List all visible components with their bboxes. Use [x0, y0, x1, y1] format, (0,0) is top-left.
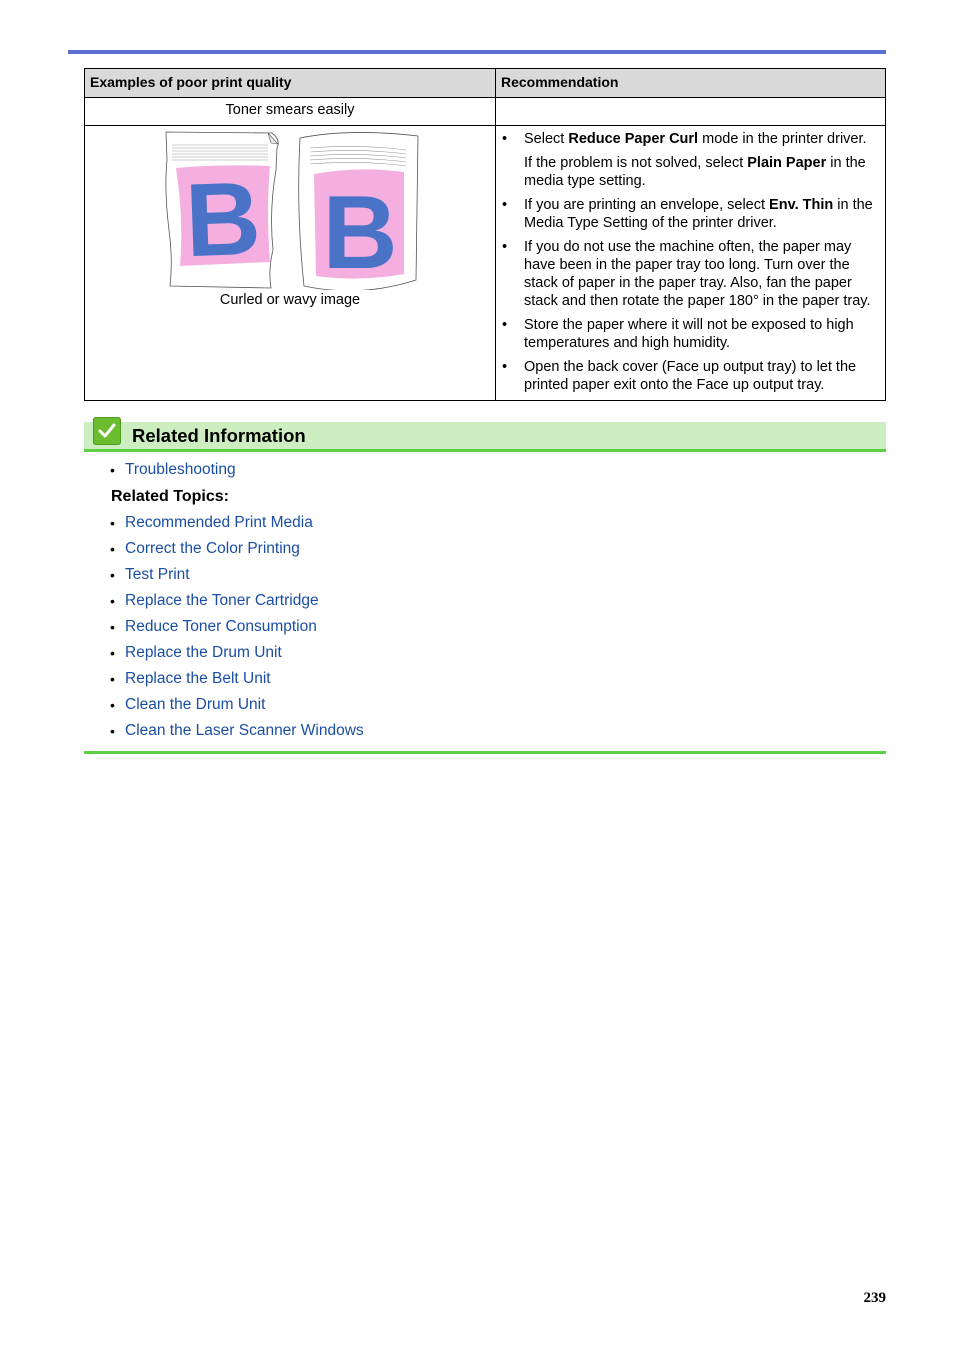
rec-text: If you are printing an envelope, select [524, 197, 770, 213]
rec-bold: Plain Paper [747, 155, 827, 171]
rec-text: Select [524, 131, 569, 147]
list-item [110, 592, 364, 618]
empty-recommendation-cell [496, 98, 886, 126]
bullet: • [502, 317, 508, 333]
bottom-rule [84, 751, 886, 754]
checkmark-icon [93, 417, 121, 445]
rec-text: If you do not use the machine often, the paper may have been in the paper tray too long. Turn over the stack of paper in the paper tray. Also, fan the paper stack and then rotate the paper 180° in the paper tray. [524, 239, 871, 309]
table-row [85, 126, 886, 401]
list-item [110, 644, 364, 670]
bullet: • [110, 619, 115, 635]
bullet: • [110, 645, 115, 661]
link-troubleshooting[interactable]: Troubleshooting [125, 461, 236, 478]
header-examples: Examples of poor print quality [85, 69, 496, 98]
list-item [110, 566, 364, 592]
print-quality-table [84, 68, 886, 401]
rec-sub-paragraph [524, 154, 879, 190]
link-replace-toner-cartridge[interactable]: Replace the Toner Cartridge [125, 592, 319, 609]
list-item [110, 618, 364, 644]
list-item [110, 514, 364, 540]
bullet: • [110, 567, 115, 583]
related-information-title: Related Information [132, 425, 306, 446]
list-item [110, 461, 236, 487]
bullet: • [110, 723, 115, 739]
list-item [110, 696, 364, 722]
link-replace-belt-unit[interactable]: Replace the Belt Unit [125, 670, 271, 687]
list-item [500, 358, 879, 394]
bullet: • [110, 515, 115, 531]
example-curled-cell [85, 126, 496, 401]
rec-text: Store the paper where it will not be exposed to high temperatures and high humidity. [524, 317, 854, 351]
bullet: • [502, 131, 508, 147]
rec-bold: Env. Thin [769, 197, 834, 213]
link-reduce-toner-consumption[interactable]: Reduce Toner Consumption [125, 618, 317, 635]
recommendation-list [500, 130, 879, 394]
list-item [500, 316, 879, 352]
bullet: • [110, 697, 115, 713]
rec-text: If the problem is not solved, select [524, 155, 748, 171]
checkmark-glyph [97, 421, 117, 441]
list-item [500, 238, 879, 310]
list-item [110, 670, 364, 696]
link-correct-color-printing[interactable]: Correct the Color Printing [125, 540, 300, 557]
link-clean-drum-unit[interactable]: Clean the Drum Unit [125, 696, 266, 713]
list-item [110, 540, 364, 566]
recommendation-cell [496, 126, 886, 401]
header-recommendation: Recommendation [496, 69, 886, 98]
bullet: • [502, 197, 508, 213]
rec-text: in the Media Type Setting of the printer driver. [524, 197, 873, 231]
link-test-print[interactable]: Test Print [125, 566, 190, 583]
table-row [85, 98, 886, 126]
figure-letter-left: B [183, 160, 263, 280]
list-item [500, 130, 879, 190]
top-rule [68, 50, 886, 54]
page-number: 239 [863, 1290, 886, 1306]
figure-letter-right: B [322, 175, 398, 290]
list-item [500, 196, 879, 232]
bullet: • [110, 671, 115, 687]
rec-text: mode in the printer driver. [698, 131, 867, 147]
example-curled-caption: Curled or wavy image [219, 292, 361, 308]
rec-text: in the media type setting. [524, 155, 866, 189]
related-information-bar [84, 422, 886, 452]
wavy-sheet-left [166, 132, 278, 288]
rec-text: Open the back cover (Face up output tray) to let the printed paper exit onto the Face up output tray. [524, 359, 857, 393]
related-topics-heading: Related Topics: [111, 488, 229, 505]
bullet: • [502, 239, 508, 255]
bullet: • [502, 359, 508, 375]
related-topics-list [110, 514, 364, 748]
link-replace-drum-unit[interactable]: Replace the Drum Unit [125, 644, 282, 661]
related-links-list [110, 461, 236, 487]
bullet: • [110, 593, 115, 609]
rec-bold: Reduce Paper Curl [568, 131, 699, 147]
curled-paper-illustration [160, 130, 420, 290]
table-header-row [85, 69, 886, 98]
link-clean-laser-scanner-windows[interactable]: Clean the Laser Scanner Windows [125, 722, 364, 739]
curled-sheet-right [299, 132, 418, 290]
link-recommended-print-media[interactable]: Recommended Print Media [125, 514, 313, 531]
bullet: • [110, 541, 115, 557]
bullet: • [110, 462, 115, 478]
example-toner-smears: Toner smears easily [85, 98, 496, 126]
list-item [110, 722, 364, 748]
